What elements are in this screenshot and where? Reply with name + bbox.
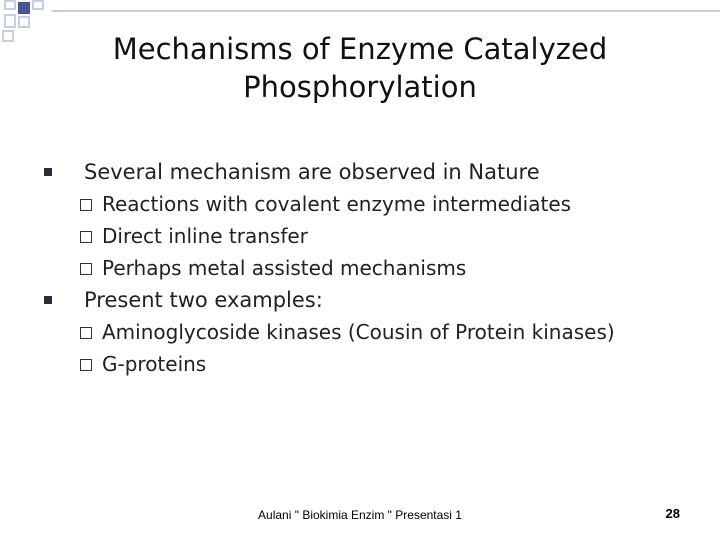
sub-bullet-item (66, 252, 706, 284)
decorative-line (52, 10, 720, 12)
slide-body (66, 156, 706, 380)
sub-bullet-text: Perhaps metal assisted mechanisms (102, 256, 467, 280)
slide-title-line-1: Mechanisms of Enzyme Catalyzed (112, 32, 608, 66)
hollow-square-bullet-icon (80, 263, 92, 275)
decorative-square (2, 30, 14, 42)
bullet-text: Several mechanism are observed in Nature (84, 160, 540, 184)
square-bullet-icon (44, 168, 52, 176)
sub-bullet-text: Aminoglycoside kinases (Cousin of Protein kinases) (102, 320, 615, 344)
hollow-square-bullet-icon (80, 231, 92, 243)
sub-bullet-item (66, 316, 706, 348)
bullet-item (66, 156, 706, 188)
decorative-square (4, 0, 16, 10)
decorative-square (32, 0, 44, 10)
decorative-square-filled (18, 2, 30, 14)
sub-bullet-text: Direct inline transfer (102, 224, 308, 248)
slide-title (60, 30, 660, 106)
square-bullet-icon (44, 296, 52, 304)
sub-bullet-item (66, 220, 706, 252)
bullet-text: Present two examples: (84, 288, 323, 312)
sub-bullet-item (66, 348, 706, 380)
hollow-square-bullet-icon (80, 327, 92, 339)
slide-title-line-2: Phosphorylation (243, 70, 477, 104)
hollow-square-bullet-icon (80, 199, 92, 211)
sub-bullet-item (66, 188, 706, 220)
decorative-square (4, 14, 16, 28)
sub-bullet-text: G-proteins (102, 352, 207, 376)
decorative-square (18, 16, 30, 28)
page-number: 28 (665, 506, 680, 521)
hollow-square-bullet-icon (80, 359, 92, 371)
bullet-item (66, 284, 706, 316)
footer-text: Aulani " Biokimia Enzim " Presentasi 1 (258, 508, 462, 522)
sub-bullet-text: Reactions with covalent enzyme intermediates (102, 192, 572, 216)
